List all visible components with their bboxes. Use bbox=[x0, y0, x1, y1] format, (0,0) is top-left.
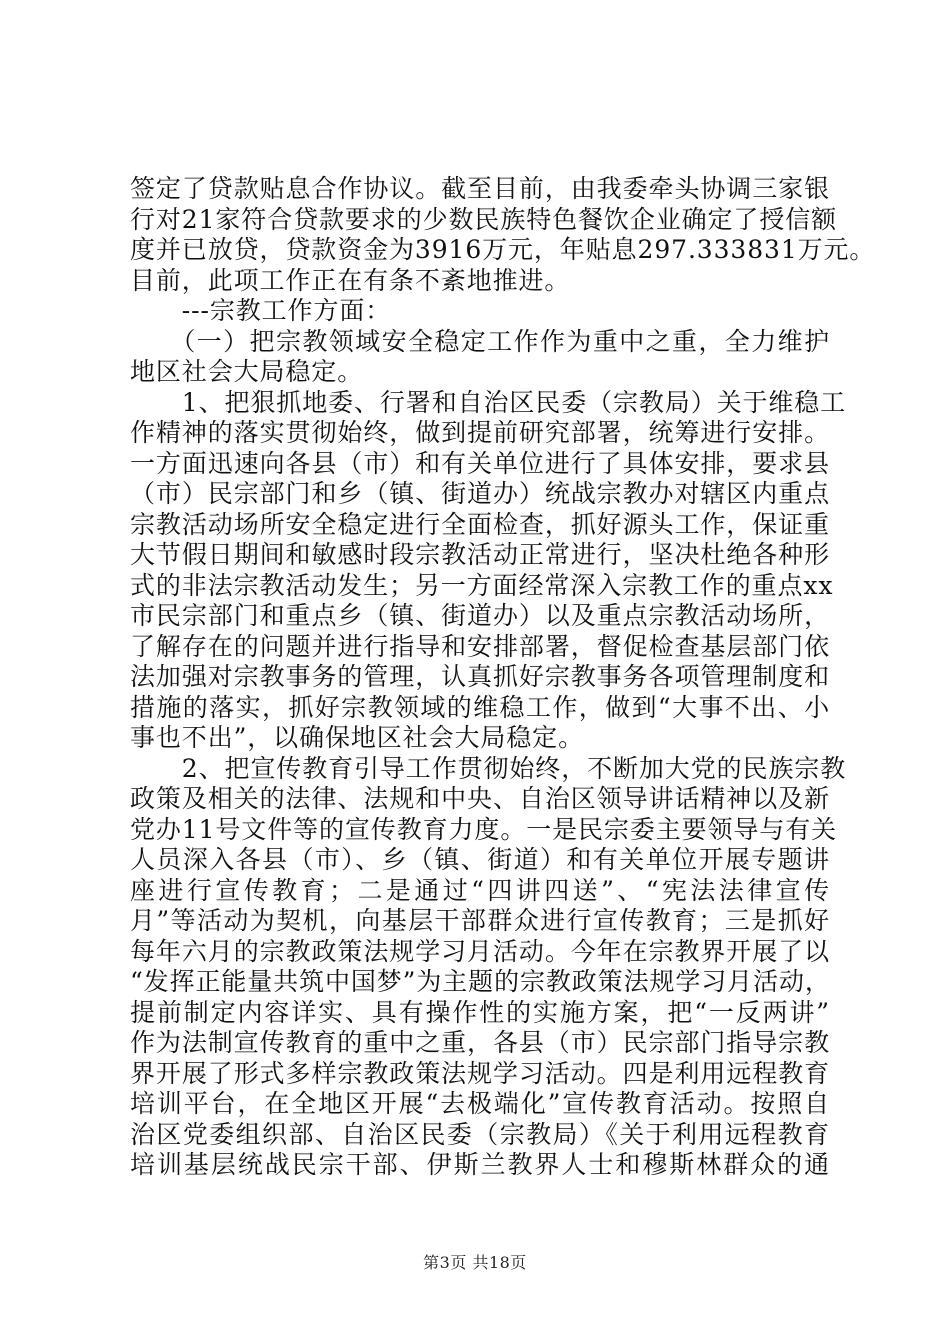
text-line: 地区社会大局稳定。 bbox=[130, 357, 364, 386]
text-line: 政策及相关的法律、法规和中央、自治区领导讲话精神以及新 bbox=[130, 784, 830, 813]
text-line: 人员深入各县（市）、乡（镇、街道）和有关单位开展专题讲 bbox=[130, 845, 830, 874]
text-line: 培训基层统战民宗干部、伊斯兰教界人士和穆斯林群众的通 bbox=[130, 1150, 830, 1179]
text-line: 度并已放贷，贷款资金为3916万元，年贴息297.333831万元。 bbox=[130, 235, 876, 264]
text-line: 提前制定内容详实、具有操作性的实施方案，把“一反两讲” bbox=[130, 997, 830, 1027]
text-line: （一）把宗教领域安全稳定工作作为重中之重，全力维护 bbox=[130, 326, 830, 356]
text-line: “发挥正能量共筑中国梦”为主题的宗教政策法规学习月活动， bbox=[130, 967, 831, 996]
section-heading: ---宗教工作方面： bbox=[130, 296, 392, 325]
text-line: 一方面迅速向各县（市）和有关单位进行了具体安排，要求县 bbox=[130, 448, 830, 478]
text-line: 宗教活动场所安全稳定进行全面检查，抓好源头工作，保证重 bbox=[130, 509, 830, 539]
page-number: 第3页 共18页 bbox=[423, 1253, 527, 1272]
text-line: 2、把宣传教育引导工作贯彻始终，不断加大党的民族宗教 bbox=[130, 753, 847, 783]
text-line: 作为法制宣传教育的重中之重，各县（市）民宗部门指导宗教 bbox=[130, 1028, 830, 1057]
text-line: 大节假日期间和敏感时段宗教活动正常进行，坚决杜绝各种形 bbox=[130, 540, 830, 569]
text-line: 事也不出”，以确保地区社会大局稳定。 bbox=[130, 723, 584, 752]
text-line: 治区党委组织部、自治区民委（宗教局）《关于利用远程教育 bbox=[130, 1119, 830, 1149]
text-line: 党办11号文件等的宣传教育力度。一是民宗委主要领导与有关 bbox=[130, 814, 838, 844]
text-line: 培训平台，在全地区开展“去极端化”宣传教育活动。按照自 bbox=[130, 1089, 830, 1118]
text-line: （市）民宗部门和乡（镇、街道办）统战宗教办对辖区内重点 bbox=[130, 479, 830, 508]
text-line: 每年六月的宗教政策法规学习月活动。今年在宗教界开展了以 bbox=[130, 936, 830, 966]
page-footer bbox=[0, 1253, 950, 1273]
text-line: 月”等活动为契机，向基层干部群众进行宣传教育；三是抓好 bbox=[130, 906, 830, 935]
text-line: 作精神的落实贯彻始终，做到提前研究部署，统筹进行安排。 bbox=[130, 418, 830, 447]
text-line: 行对21家符合贷款要求的少数民族特色餐饮企业确定了授信额 bbox=[130, 204, 838, 234]
text-line: 1、把狠抓地委、行署和自治区民委（宗教局）关于维稳工 bbox=[130, 387, 847, 417]
text-line: 签定了贷款贴息合作协议。截至目前，由我委牵头协调三家银 bbox=[130, 174, 830, 203]
text-line: 法加强对宗教事务的管理，认真抓好宗教事务各项管理制度和 bbox=[130, 662, 830, 691]
text-line: 座进行宣传教育；二是通过“四讲四送”、“宪法法律宣传 bbox=[130, 875, 830, 905]
text-line: 市民宗部门和重点乡（镇、街道办）以及重点宗教活动场所， bbox=[130, 601, 830, 630]
text-line: 了解存在的问题并进行指导和安排部署，督促检查基层部门依 bbox=[130, 631, 830, 661]
text-line: 界开展了形式多样宗教政策法规学习活动。四是利用远程教育 bbox=[130, 1058, 830, 1088]
text-line: 式的非法宗教活动发生；另一方面经常深入宗教工作的重点xx bbox=[130, 570, 834, 600]
document-body bbox=[130, 174, 876, 1181]
text-line: 措施的落实，抓好宗教领域的维稳工作，做到“大事不出、小 bbox=[130, 692, 830, 722]
text-line: 目前，此项工作正在有条不紊地推进。 bbox=[130, 265, 571, 295]
